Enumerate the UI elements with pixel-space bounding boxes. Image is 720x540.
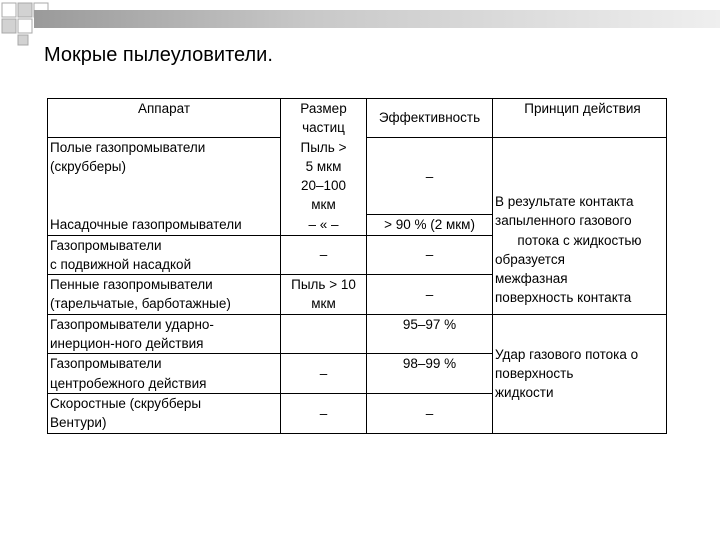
cell-apparatus-packed: Насадочные газопромыватели bbox=[48, 215, 281, 235]
cell-size-venturi: – bbox=[281, 393, 367, 433]
table-row bbox=[48, 138, 667, 215]
square-shape bbox=[18, 35, 28, 45]
wet-dust-collectors-table bbox=[47, 98, 667, 434]
cell-apparatus-hollow: Полые газопромыватели (скрубберы) bbox=[48, 138, 281, 215]
header-apparatus: Аппарат bbox=[48, 99, 281, 138]
cell-principle-impact: Удар газового потока о поверхность жидкости bbox=[493, 314, 667, 433]
cell-size-foam: Пыль > 10 мкм bbox=[281, 275, 367, 315]
cell-efficiency-hollow: – bbox=[367, 138, 493, 215]
cell-apparatus-centrifugal: Газопромыватели центробежного действия bbox=[48, 354, 281, 394]
cell-efficiency-foam: – bbox=[367, 275, 493, 315]
cell-size-hollow: Пыль > 5 мкм 20–100 мкм bbox=[281, 138, 367, 215]
square-shape bbox=[2, 3, 16, 17]
table-row bbox=[48, 314, 667, 354]
cell-size-packed: – « – bbox=[281, 215, 367, 235]
cell-size-centrifugal: – bbox=[281, 354, 367, 394]
header-gradient-bar bbox=[34, 10, 720, 28]
cell-efficiency-centrifugal: 98–99 % bbox=[367, 354, 493, 394]
cell-apparatus-foam: Пенные газопромыватели (тарельчатые, барботажные) bbox=[48, 275, 281, 315]
cell-apparatus-moving-packing: Газопромыватели с подвижной насадкой bbox=[48, 235, 281, 275]
header-particle-size: Размер частиц bbox=[281, 99, 367, 138]
cell-efficiency-impact-inertial: 95–97 % bbox=[367, 314, 493, 354]
cell-efficiency-venturi: – bbox=[367, 393, 493, 433]
square-shape bbox=[18, 3, 32, 17]
page-title: Мокрые пылеуловители. bbox=[44, 44, 273, 66]
square-shape bbox=[18, 19, 32, 33]
cell-principle-contact: В результате контакта запыленного газового потока с жидкостью образуется межфазная поверхность контакта bbox=[493, 138, 667, 315]
cell-size-moving-packing: – bbox=[281, 235, 367, 275]
cell-apparatus-venturi: Скоростные (скрубберы Вентури) bbox=[48, 393, 281, 433]
cell-efficiency-moving-packing: – bbox=[367, 235, 493, 275]
square-shape bbox=[2, 19, 16, 33]
table-header-row bbox=[48, 99, 667, 138]
cell-size-impact-inertial bbox=[281, 314, 367, 354]
cell-apparatus-impact-inertial: Газопромыватели ударно- инерцион-ного действия bbox=[48, 314, 281, 354]
header-efficiency: Эффективность bbox=[367, 99, 493, 138]
cell-efficiency-packed: > 90 % (2 мкм) bbox=[367, 215, 493, 235]
header-principle: Принцип действия bbox=[493, 99, 667, 138]
